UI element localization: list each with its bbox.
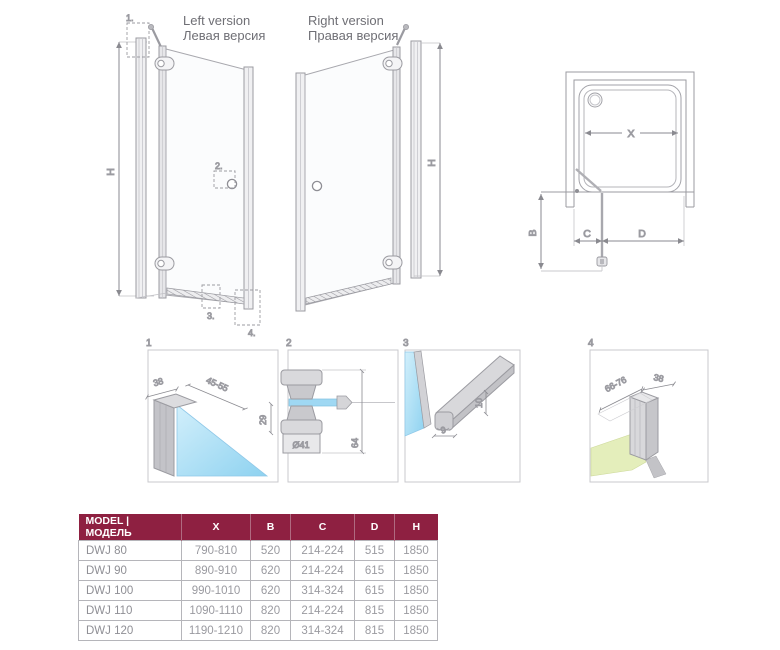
value-cell: 620 <box>251 561 291 581</box>
detail-1-wall-profile <box>146 338 278 482</box>
detail-2-knob-section <box>258 338 398 482</box>
detail-2-dim-offset: 29 <box>258 414 268 426</box>
door-handle-knob-right <box>312 181 321 190</box>
dim-c: C <box>583 228 591 240</box>
closing-profile <box>244 67 253 309</box>
table-row <box>79 601 438 621</box>
value-cell: 1850 <box>395 581 438 601</box>
detail-4-wall-bracket-profile <box>588 338 708 482</box>
support-arm-right <box>397 24 409 45</box>
detail-3-number: 3 <box>403 338 409 349</box>
detail-4-dim-width: 38 <box>652 372 665 384</box>
value-cell: 620 <box>251 581 291 601</box>
dim-d: D <box>638 228 646 240</box>
callout-1-label: 1. <box>126 13 134 23</box>
detail-3-threshold-profile <box>403 338 520 482</box>
value-cell: 214-224 <box>291 561 355 581</box>
model-cell: DWJ 100 <box>79 581 182 601</box>
hinge-top <box>155 57 174 70</box>
table-header-2: B <box>251 514 291 541</box>
cd-dimensions <box>574 196 684 246</box>
wall-profile-far <box>296 73 305 311</box>
value-cell: 820 <box>251 601 291 621</box>
value-cell: 1850 <box>395 601 438 621</box>
detail-1-number: 1 <box>146 338 152 349</box>
value-cell: 890-910 <box>182 561 251 581</box>
dim-h-right: H <box>426 159 438 167</box>
hinge-bottom <box>155 257 174 270</box>
model-cell: DWJ 120 <box>79 621 182 641</box>
value-cell: 515 <box>355 541 395 561</box>
value-cell: 815 <box>355 601 395 621</box>
detail-4-dim-range: 66-76 <box>603 374 629 395</box>
height-dimension-left <box>105 42 154 296</box>
table-row <box>79 561 438 581</box>
detail-4-number: 4 <box>588 338 594 349</box>
width-dimension <box>585 128 678 140</box>
hinge-profile-right <box>393 47 400 284</box>
value-cell: 314-324 <box>291 621 355 641</box>
left-version-title-en: Left version <box>183 13 251 28</box>
table-header-4: D <box>355 514 395 541</box>
value-cell: 214-224 <box>291 601 355 621</box>
model-dimensions-table <box>78 514 438 641</box>
dim-b: B <box>527 229 539 237</box>
table-header-1: X <box>182 514 251 541</box>
profile-front-face <box>154 400 174 476</box>
value-cell: 1190-1210 <box>182 621 251 641</box>
table-header-3: C <box>291 514 355 541</box>
value-cell: 314-324 <box>291 581 355 601</box>
model-cell: DWJ 80 <box>79 541 182 561</box>
right-version-drawing <box>296 24 440 311</box>
glass-pane <box>177 405 267 476</box>
detail-2-dim-height: 64 <box>350 437 360 449</box>
top-view-drawing <box>527 72 694 271</box>
value-cell: 1850 <box>395 621 438 641</box>
value-cell: 1090-1110 <box>182 601 251 621</box>
value-cell: 1850 <box>395 541 438 561</box>
left-version-title-ru: Левая версия <box>183 28 266 43</box>
callout-3-label: 3. <box>207 311 215 321</box>
hinge-top-right <box>383 57 402 70</box>
detail-3-dim-width: 9 <box>439 424 447 436</box>
hinge-bottom-right <box>383 256 402 269</box>
value-cell: 990-1010 <box>182 581 251 601</box>
dim-h-left: H <box>105 168 117 176</box>
detail-1-dim-width: 38 <box>151 375 165 389</box>
titles <box>183 13 398 43</box>
table-row <box>79 541 438 561</box>
detail-2-number: 2 <box>286 338 292 349</box>
model-cell: DWJ 90 <box>79 561 182 581</box>
swing-envelope <box>541 264 602 271</box>
left-version-drawing <box>105 13 260 338</box>
door-glass-right <box>305 50 394 305</box>
value-cell: 520 <box>251 541 291 561</box>
wall-profile-left <box>136 38 146 298</box>
value-cell: 1850 <box>395 561 438 581</box>
table-header-5: H <box>395 514 438 541</box>
table-row <box>79 581 438 601</box>
wall-profile-3d <box>630 392 658 460</box>
wall-profile-right <box>411 41 421 278</box>
value-cell: 214-224 <box>291 541 355 561</box>
right-version-title-en: Right version <box>308 13 384 28</box>
detail-3-dim-height: 10 <box>474 397 484 409</box>
callout-4-label: 4. <box>248 328 256 338</box>
floor-shadow-strip <box>646 456 666 478</box>
glass-strip <box>289 399 337 406</box>
table-header-0: MODEL | МОДЕЛЬ <box>79 514 182 541</box>
detail-1-dim-depth: 45-55 <box>204 375 230 394</box>
rod-end-cap <box>337 396 352 409</box>
value-cell: 790-810 <box>182 541 251 561</box>
detail-2-dim-diameter: Ø41 <box>292 440 310 450</box>
table-row <box>79 621 438 641</box>
callout-2-label: 2. <box>215 161 223 171</box>
support-arm <box>148 24 161 47</box>
dim-x: X <box>627 128 635 140</box>
value-cell: 815 <box>355 621 395 641</box>
model-cell: DWJ 110 <box>79 601 182 621</box>
right-version-title-ru: Правая версия <box>308 28 399 43</box>
value-cell: 615 <box>355 561 395 581</box>
depth-dimension <box>527 194 541 269</box>
spec-table <box>78 514 438 641</box>
table-header-row <box>79 514 438 541</box>
value-cell: 615 <box>355 581 395 601</box>
value-cell: 820 <box>251 621 291 641</box>
